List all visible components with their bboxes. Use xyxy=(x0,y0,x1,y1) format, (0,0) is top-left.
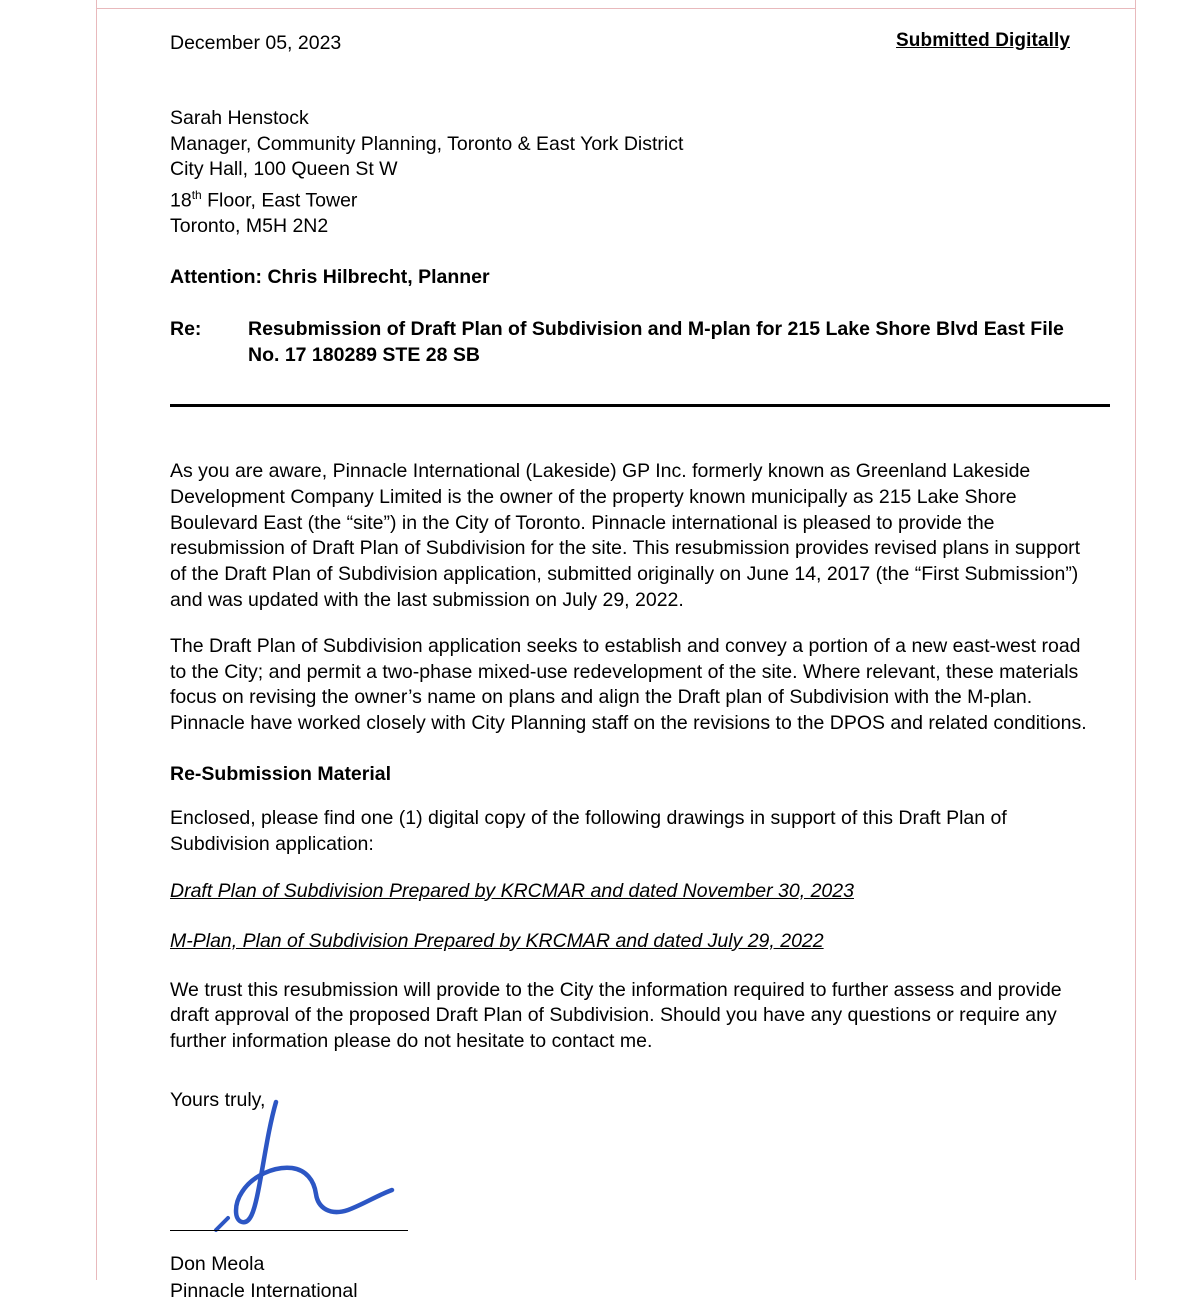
submitted-digitally-note: Submitted Digitally xyxy=(896,30,1070,51)
floor-ordinal-suffix: th xyxy=(191,187,202,202)
re-label: Re: xyxy=(170,318,202,340)
recipient-address-line-2 xyxy=(170,183,1100,214)
scan-edge-line-left xyxy=(96,0,97,1280)
re-subject: Resubmission of Draft Plan of Subdivision and M-plan for 215 Lake Shore Blvd East File No. 17 180289 STE 28 SB xyxy=(248,318,1064,366)
paragraph-1: As you are aware, Pinnacle International (Lakeside) GP Inc. formerly known as Greenland Lakeside Development Company Limited is the owner of the property known municipally as 215 Lake Shore Boulevard East (the “site”) in the City of Toronto. Pinnacle international is pleased to provide the resubmission of Draft Plan of Subdivision for the site. This resubmission provides revised plans in support of the Draft Plan of Subdivision application, submitted originally on June 14, 2017 (the “First Submission”) and was updated with the last submission on July 29, 2022. xyxy=(170,460,1081,611)
floor-tower: Floor, East Tower xyxy=(201,189,358,211)
letter-content xyxy=(170,0,1100,1305)
letter-date: December 05, 2023 xyxy=(170,32,342,54)
signer-name: Don Meola xyxy=(170,1252,265,1275)
horizontal-rule xyxy=(170,404,1110,407)
recipient-title: Manager, Community Planning, Toronto & East York District xyxy=(170,132,684,155)
floor-number: 18 xyxy=(170,189,192,211)
recipient-address-line-3: Toronto, M5H 2N2 xyxy=(170,214,329,237)
recipient-address-block xyxy=(170,106,1100,239)
paragraph-2: The Draft Plan of Subdivision application seeks to establish and convey a portion of a new east-west road to the City; and permit a two-phase mixed-use redevelopment of the site. Where relevant, these materials focus on revising the owner’s name on plans and align the Draft plan of Subdivision with the M-plan. Pinnacle have worked closely with City Planning staff on the revisions to the DPOS and related conditions. xyxy=(170,634,1087,735)
handwritten-signature-icon xyxy=(180,1096,440,1236)
document-listing-1: Draft Plan of Subdivision Prepared by KRCMAR and dated November 30, 2023 xyxy=(170,879,854,902)
enclosed-paragraph: Enclosed, please find one (1) digital copy of the following drawings in support of this Draft Plan of Subdivision application: xyxy=(170,806,1007,855)
letter-header xyxy=(170,30,1100,56)
section-heading-resubmission-material: Re-Submission Material xyxy=(170,762,392,785)
re-line xyxy=(170,316,1100,368)
scan-edge-line-right xyxy=(1135,0,1136,1280)
sign-off: Yours truly, xyxy=(170,1088,266,1111)
recipient-name: Sarah Henstock xyxy=(170,107,309,129)
recipient-address-line-1: City Hall, 100 Queen St W xyxy=(170,158,398,180)
closing-paragraph: We trust this resubmission will provide to the City the information required to further assess and provide draft approval of the proposed Draft Plan of Subdivision. Should you have any questions or require any further information please do not hesitate to contact me. xyxy=(170,978,1062,1053)
attention-line: Attention: Chris Hilbrecht, Planner xyxy=(170,266,490,288)
document-listing-2: M-Plan, Plan of Subdivision Prepared by KRCMAR and dated July 29, 2022 xyxy=(170,929,824,952)
signature-area xyxy=(170,1112,570,1250)
signer-company: Pinnacle International xyxy=(170,1280,358,1303)
signature-line xyxy=(170,1230,408,1232)
